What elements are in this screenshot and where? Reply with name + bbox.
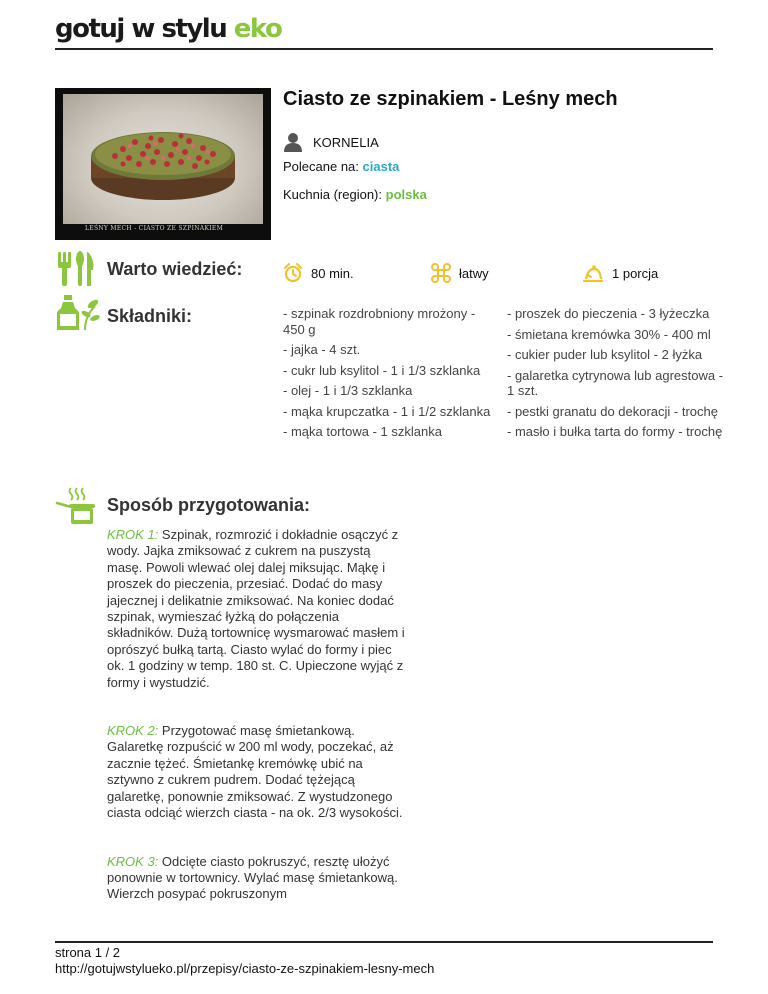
ingredient-item: - masło i bułka tarta do formy - trochę xyxy=(507,424,723,439)
step-2 xyxy=(107,723,407,821)
photo-frame xyxy=(63,94,263,224)
author-name[interactable]: KORNELIA xyxy=(313,134,379,150)
ingredient-item: - cukier puder lub ksylitol - 2 łyżka xyxy=(507,347,703,362)
info-heading: Warto wiedzieć: xyxy=(107,259,243,279)
ingredients-heading: Składniki: xyxy=(107,306,193,326)
recommended-row xyxy=(283,159,399,174)
ingredient-item: - szpinak rozdrobniony mrożony - 450 g xyxy=(283,306,476,337)
site-logo[interactable] xyxy=(55,14,281,44)
ingredient-item: - galaretka cytrynowa lub agrestowa - 1 szt. xyxy=(507,367,724,398)
portions-value: 1 porcja xyxy=(612,265,659,281)
cuisine-label: Kuchnia (region): xyxy=(283,187,386,202)
photo-caption: LEŚNY MECH - CIASTO ZE SZPINAKIEM xyxy=(85,225,224,232)
recipe-title: Ciasto ze szpinakiem - Leśny mech xyxy=(283,88,618,110)
command-icon xyxy=(431,263,451,283)
difficulty xyxy=(431,262,489,284)
preparation-steps xyxy=(107,527,407,935)
ingredient-item: - jajka - 4 szt. xyxy=(283,342,361,357)
ingredient-item: - śmietana kremówka 30% - 400 ml xyxy=(507,326,711,342)
ingredient-item: - olej - 1 i 1/3 szklanka xyxy=(283,383,413,398)
author-row xyxy=(283,131,379,153)
step-label: KROK 2: xyxy=(107,723,159,739)
ingredient-item: - proszek do pieczenia - 3 łyżeczka xyxy=(507,306,710,321)
cooking-pot-icon xyxy=(55,486,101,526)
page-number: strona 1 / 2 xyxy=(55,945,121,960)
user-icon xyxy=(283,132,303,152)
cuisine-row xyxy=(283,187,427,202)
step-3 xyxy=(107,854,407,903)
logo-brand-text: gotuj w stylu xyxy=(55,14,234,44)
ingredients-list-left xyxy=(283,306,493,445)
cutlery-icon xyxy=(55,250,97,288)
difficulty-value: łatwy xyxy=(459,265,489,281)
serving-icon xyxy=(582,263,604,283)
ingredient-item: - mąka krupczatka - 1 i 1/2 szklanka xyxy=(283,403,491,419)
portions xyxy=(582,262,658,284)
step-1 xyxy=(107,527,407,691)
ingredient-item: - mąka tortowa - 1 szklanka xyxy=(283,424,442,439)
step-label: KROK 1: xyxy=(107,527,159,542)
logo-eco-text: eko xyxy=(233,14,282,44)
cake-illustration xyxy=(63,94,263,224)
ingredient-item: - cukr lub ksylitol - 1 i 1/3 szklanka xyxy=(283,362,481,378)
step-text: Przygotować masę śmietankową. Galaretkę rozpuścić w 200 ml wody, poczekać, aż zacznie tężeć. Śmietankę kremówkę ubić na sztywno z cukrem pudrem. Dodać tężejącą galaretkę, ponownie zmiksować. Z wystudzonego ciasta odciąć wierzch ciasta - na ok. 2/3 wysokości. xyxy=(107,723,403,821)
category-link[interactable]: ciasta xyxy=(362,159,400,174)
recommended-label: Polecane na: xyxy=(283,159,363,174)
step-label: KROK 3: xyxy=(107,853,159,869)
recipe-photo xyxy=(55,88,271,240)
header-divider xyxy=(55,48,713,50)
cuisine-link[interactable]: polska xyxy=(385,187,427,202)
ingredient-item: - pestki granatu do dekoracji - trochę xyxy=(507,403,718,419)
prep-time-value: 80 min. xyxy=(311,265,354,281)
footer-divider xyxy=(55,941,713,943)
step-text: Odcięte ciasto pokruszyć, resztę ułożyć ponownie w tortownicy. Wylać masę śmietankową. Wierzch posypać pokruszonym xyxy=(107,853,398,902)
page-footer xyxy=(55,945,434,977)
ingredients-list-right xyxy=(507,306,727,445)
alarm-clock-icon xyxy=(283,263,303,283)
step-text: Szpinak, rozmrozić i dokładnie osączyć z wody. Jajka zmiksować z cukrem na puszystą masę. Powoli wlewać olej dalej miksując. Mąkę i proszek do pieczenia, przesiać. Dodać do masy jajecznej i delikatnie zmiksować. Na koniec dodać szpinak, wymieszać łyżką do połączenia składników. Dużą tortownicę wysmarować masłem i oprószyć bułką tartą. Ciasto wylać do formy i piec ok. 1 godziny w temp. 180 st. C. Upieczone wyjąć z formy i wystudzić. xyxy=(107,527,405,690)
prep-time xyxy=(283,262,354,284)
preparation-heading: Sposób przygotowania: xyxy=(107,495,311,515)
source-url[interactable]: http://gotujwstylueko.pl/przepisy/ciasto-ze-szpinakiem-lesny-mech xyxy=(55,961,435,976)
ingredients-bottle-icon xyxy=(55,294,101,332)
